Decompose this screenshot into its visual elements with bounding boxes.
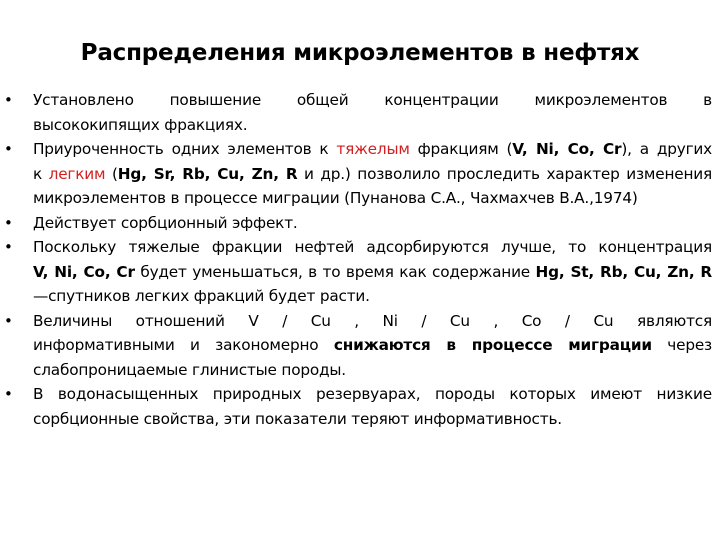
bullet-4-line-3: —спутников легких фракций будет расти. [33,287,370,305]
bullet-6-line-1: В водонасыщенных природных резервуарах, породы которых имеют низкие [33,385,712,403]
bullet-2-text: ), а других [621,140,713,158]
bullet-4-text: будет уменьшаться, в то время как содержание [134,262,536,281]
bullet-4-line-2 [33,260,712,285]
bullet-2-text: ( [105,164,118,183]
bullet-6-line-2: сорбционные свойства, эти показатели теряют информативность. [33,409,562,428]
bullet-2-line-1 [33,137,712,162]
bullet-icon: • [4,385,13,403]
bullet-list [0,88,712,431]
elements-heavy: V, Ni, Co, Cr [512,140,622,158]
bullet-item-3 [0,211,712,236]
bullet-item-1 [0,88,712,137]
bullet-1-line-1: Установлено повышение общей концентрации микроэлементов в [33,91,712,109]
bullet-2-line-3: микроэлементов в процессе миграции (Пунанова С.А., Чахмахчев В.А.,1974) [33,189,638,207]
bullet-icon: • [4,91,13,109]
bullet-5-line-1: Величины отношений V / Cu , Ni / Cu , Co / Cu являются [33,311,712,330]
bullet-icon: • [4,238,13,256]
migration-decrease: снижаются в процессе миграции [333,336,652,354]
bullet-2-line-2 [33,162,712,187]
highlight-heavy: тяжелым [336,140,410,158]
elements-heavy: V, Ni, Co, Cr [33,262,135,281]
bullet-2-text: и др.) позволило проследить характер изменения [297,164,712,183]
bullet-item-4 [0,235,712,309]
bullet-2-text: Приуроченность одних элементов к [33,140,337,158]
slide-title: Распределения микроэлементов в нефтях [80,40,640,66]
bullet-2-text: фракциям ( [409,140,513,158]
elements-light: Hg, Sr, Rb, Cu, Zn, R [117,164,298,183]
bullet-4-line-1: Поскольку тяжелые фракции нефтей адсорбируются лучше, то концентрация [33,238,712,256]
bullet-item-6 [0,382,712,431]
bullet-5-text: информативными и закономерно [33,336,334,354]
bullet-icon: • [4,140,13,158]
bullet-icon: • [4,213,13,232]
bullet-2-text: к [33,164,49,183]
bullet-item-2 [0,137,712,211]
bullet-item-5 [0,309,712,383]
bullet-5-text: через [651,336,712,354]
elements-light: Hg, St, Rb, Cu, Zn, R [535,262,713,281]
highlight-light: легким [48,164,106,183]
bullet-3-line-1: Действует сорбционный эффект. [33,213,298,232]
bullet-1-line-2: высококипящих фракциях. [33,115,248,134]
bullet-icon: • [4,311,13,330]
bullet-5-line-2 [33,333,712,358]
bullet-5-line-3: слабопроницаемые глинистые породы. [33,360,346,379]
